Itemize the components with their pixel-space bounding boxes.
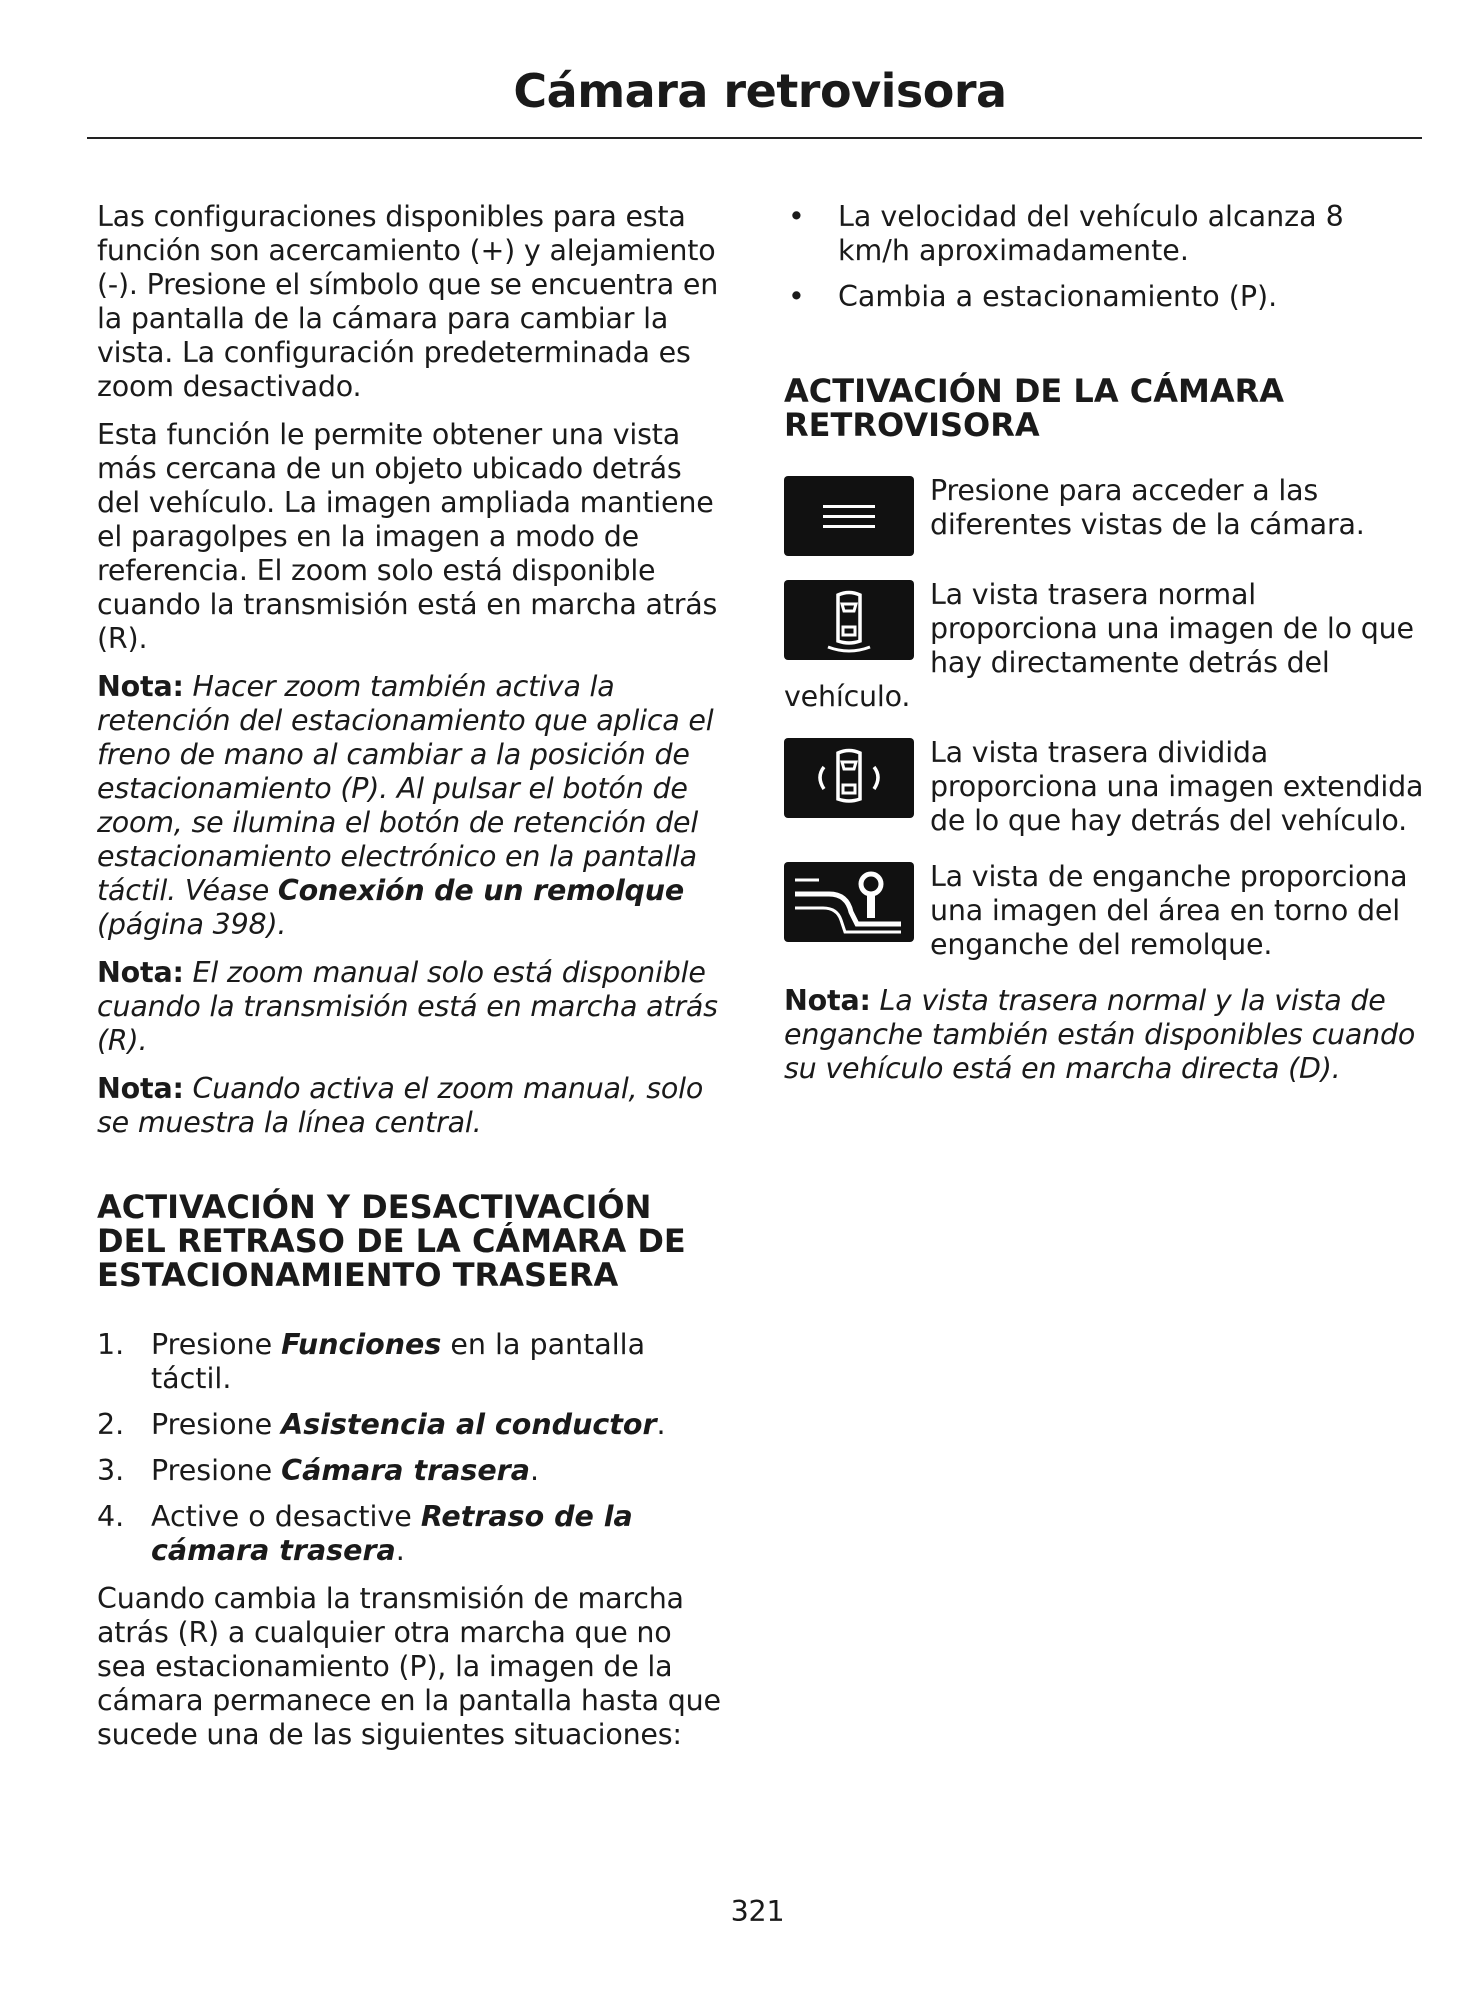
step-number: 4. <box>97 1500 125 1533</box>
note-label: Nota: <box>97 956 184 989</box>
note-drive-mode <box>784 984 1424 1086</box>
menu-icon <box>784 476 914 556</box>
rear-view-normal-row <box>784 578 1424 714</box>
note-text: Cuando activa el zoom manual, solo se muestra la línea central. <box>97 1072 704 1139</box>
step-number: 1. <box>97 1328 125 1361</box>
step-text: en la pantalla táctil. <box>151 1328 646 1395</box>
bullet-mark: • <box>788 200 805 233</box>
page-number: 321 <box>730 1895 785 1928</box>
step-text: . <box>395 1534 405 1567</box>
cross-reference-link[interactable]: Conexión de un remolque <box>277 874 684 907</box>
icon-description: Presione para acceder a las diferentes vistas de la cámara. <box>930 474 1365 541</box>
step-menu-label: Retraso de la cámara trasera <box>151 1500 633 1567</box>
steps-list <box>97 1328 727 1568</box>
hitch-view-row <box>784 860 1424 962</box>
list-item <box>97 1328 727 1396</box>
step-number: 2. <box>97 1408 125 1441</box>
step-text: Presione <box>151 1328 282 1361</box>
section-heading-activation: ACTIVACIÓN DE LA CÁMARA RETROVISORA <box>784 372 1284 444</box>
note-parking-hold <box>97 670 727 942</box>
list-item <box>784 200 1424 268</box>
step-menu-label: Asistencia al conductor <box>281 1408 657 1441</box>
note-text: Hacer zoom también activa la retención del estacionamiento que aplica el freno de mano al cambiar a la posición de estacionamiento (P). Al pulsar el botón de zoom, se ilumina el botón de retención del estacionamiento electrónico en la pantalla táctil. Véase <box>97 670 714 907</box>
icon-description: La vista de enganche proporciona una imagen del área en torno del enganche del remolque. <box>930 860 1408 961</box>
paragraph-closing: Cuando cambia la transmisión de marcha atrás (R) a cualquier otra marcha que no sea estacionamiento (P), la imagen de la cámara permanece en la pantalla hasta que sucede una de las siguientes situaciones: <box>97 1582 721 1751</box>
note-label: Nota: <box>784 984 871 1017</box>
bullet-text: La velocidad del vehículo alcanza 8 km/h aproximadamente. <box>838 200 1344 267</box>
header-divider <box>87 137 1422 139</box>
step-text: . <box>656 1408 666 1441</box>
note-center-line <box>97 1072 727 1140</box>
bullet-mark: • <box>788 280 805 313</box>
list-item <box>97 1500 727 1568</box>
section-heading-delay: ACTIVACIÓN Y DESACTIVACIÓN DEL RETRASO DE LA CÁMARA DE ESTACIONAMIENTO TRASERA <box>97 1188 686 1294</box>
rear-view-split-icon <box>784 738 914 818</box>
step-number: 3. <box>97 1454 125 1487</box>
note-text: El zoom manual solo está disponible cuando la transmisión está en marcha atrás (R). <box>97 956 718 1057</box>
icon-description: La vista trasera normal proporciona una imagen de lo que hay directamente detrás del vehículo. <box>784 578 1414 713</box>
list-item <box>784 280 1424 314</box>
step-text: Presione <box>151 1408 282 1441</box>
bullet-text: Cambia a estacionamiento (P). <box>838 280 1278 313</box>
camera-view-menu-row <box>784 474 1424 556</box>
step-menu-label: Funciones <box>281 1328 442 1361</box>
rear-view-split-row <box>784 736 1424 838</box>
step-menu-label: Cámara trasera <box>281 1454 530 1487</box>
note-manual-zoom <box>97 956 727 1058</box>
icon-description: La vista trasera dividida proporciona una imagen extendida de lo que hay detrás del vehículo. <box>930 736 1424 837</box>
paragraph-zoom-settings: Las configuraciones disponibles para esta función son acercamiento (+) y alejamiento (-). Presione el símbolo que se encuentra en la pantalla de la cámara para cambiar la vista. La configuración predeterminada es zoom desactivado. <box>97 200 719 403</box>
note-text: La vista trasera normal y la vista de enganche también están disponibles cuando su vehículo está en marcha directa (D). <box>784 984 1416 1085</box>
right-column <box>784 200 1424 1100</box>
paragraph-zoom-description: Esta función le permite obtener una vista más cercana de un objeto ubicado detrás del vehículo. La imagen ampliada mantiene el paragolpes en la imagen a modo de referencia. El zoom solo está disponible cuando la transmisión está en marcha atrás (R). <box>97 418 718 655</box>
note-label: Nota: <box>97 1072 184 1105</box>
step-text: Active o desactive <box>151 1500 421 1533</box>
rear-view-normal-icon <box>784 580 914 660</box>
page-title: Cámara retrovisora <box>513 64 1007 118</box>
list-item <box>97 1408 727 1442</box>
step-text: Presione <box>151 1454 282 1487</box>
hitch-view-icon <box>784 862 914 942</box>
left-column <box>97 200 727 1766</box>
note-page-ref: (página 398). <box>97 908 287 941</box>
note-label: Nota: <box>97 670 184 703</box>
conditions-list <box>784 200 1424 314</box>
step-text: . <box>529 1454 540 1487</box>
list-item <box>97 1454 727 1488</box>
